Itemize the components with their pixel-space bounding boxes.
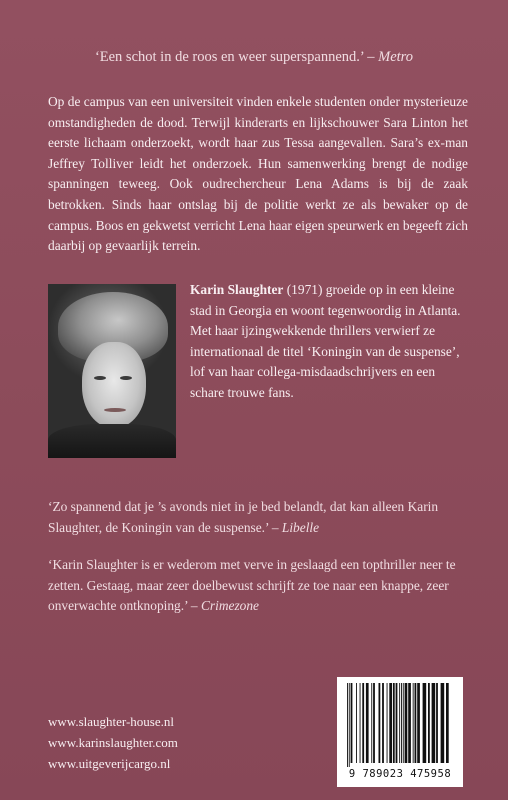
barcode-bar bbox=[393, 683, 395, 763]
barcode-bar bbox=[413, 683, 414, 763]
author-photo-eye-right bbox=[120, 376, 132, 380]
author-bio-text: (1971) groeide op in een kleine stad in Georgia en woont tegenwoordig in Atlanta. Met haar ijzingwekkende thrillers verwierf ze internationaal de titel ‘Koningin van de suspense’, lof van haar collega-misdaadschrijvers en een schare trouwe fans. bbox=[190, 282, 461, 400]
barcode-bar bbox=[403, 683, 404, 763]
review-quote-source: Crimezone bbox=[200, 598, 259, 614]
review-quote-libelle bbox=[48, 497, 472, 538]
barcode-bar bbox=[432, 683, 436, 763]
author-photo-mouth bbox=[104, 408, 126, 412]
review-quote-dash: – bbox=[187, 598, 201, 614]
website-link[interactable]: www.uitgeverijcargo.nl bbox=[48, 756, 171, 771]
author-photo-face bbox=[82, 342, 146, 428]
author-photo bbox=[48, 284, 176, 458]
barcode-icon bbox=[343, 683, 457, 767]
barcode-bar bbox=[401, 683, 402, 763]
barcode-bar bbox=[371, 683, 372, 763]
barcode-bar bbox=[436, 683, 438, 763]
barcode-bar bbox=[408, 683, 411, 763]
barcode-bar bbox=[423, 683, 427, 763]
barcode-bar bbox=[373, 683, 375, 763]
website-list bbox=[48, 711, 178, 774]
review-quote-dash: – bbox=[268, 519, 282, 535]
review-quote-crimezone bbox=[48, 555, 472, 617]
barcode-bar bbox=[382, 683, 384, 763]
author-photo-eye-left bbox=[94, 376, 106, 380]
barcode-bar bbox=[428, 683, 430, 763]
author-name: Karin Slaughter bbox=[190, 282, 284, 297]
review-quote-source: Libelle bbox=[281, 519, 320, 535]
top-quote-source: Metro bbox=[378, 49, 414, 65]
author-photo-shoulders bbox=[48, 424, 176, 458]
author-bio bbox=[190, 280, 466, 404]
synopsis-text: Op de campus van een universiteit vinden enkele studenten onder mysterieuze omstandigheden de dood. Terwijl kinderarts en lijkschouwer Sara Linton het eerste lichaam onderzoekt, wordt haar zus Tessa aangevallen. Sara’s ex-man Jeffrey Tolliver leidt het onderzoek. Hun samenwerking brengt de nodige spanningen teweeg. Ook oudrechercheur Lena Adams is bij de zaak betrokken. Sinds haar ontslag bij de politie werkt ze als bewaker op de campus. Boos en gekwetst verricht Lena haar eigen speurwerk en begeeft zich daarbij op gevaarlijk terrein. bbox=[48, 94, 468, 254]
barcode-bar bbox=[415, 683, 417, 763]
top-review-quote bbox=[0, 49, 508, 66]
website-link[interactable]: www.slaughter-house.nl bbox=[48, 714, 174, 729]
barcode-bar bbox=[356, 683, 357, 763]
review-quote-text: ‘Zo spannend dat je ’s avonds niet in je bed belandt, dat kan alleen Karin Slaughter, de Koningin van de suspense.’ bbox=[48, 499, 439, 535]
barcode-bar bbox=[405, 683, 408, 763]
review-quote-text: ‘Karin Slaughter is er wederom met verve in geslaagd een topthriller neer te zetten. Gestaag, maar zeer doelbewust schrijft ze toe naar een knappe, zeer onverwachte ontknoping.’ bbox=[48, 557, 456, 614]
top-quote-dash: – bbox=[363, 49, 379, 65]
barcode-bar bbox=[399, 683, 400, 763]
barcode-bar bbox=[379, 683, 381, 763]
barcode-bar bbox=[362, 683, 364, 763]
barcode-bar bbox=[360, 683, 361, 763]
isbn-barcode bbox=[337, 677, 463, 787]
barcode-bar bbox=[441, 683, 445, 763]
barcode-bar bbox=[349, 683, 350, 767]
top-quote-text: ‘Een schot in de roos en weer superspannend.’ bbox=[94, 49, 364, 65]
barcode-bar bbox=[347, 683, 348, 767]
website-link[interactable]: www.karinslaughter.com bbox=[48, 735, 178, 750]
barcode-bar bbox=[417, 683, 420, 763]
barcode-bar bbox=[366, 683, 369, 763]
barcode-bar bbox=[396, 683, 398, 763]
barcode-bar bbox=[446, 683, 449, 763]
isbn-number: 9 789023 475958 bbox=[348, 768, 452, 780]
barcode-bar bbox=[389, 683, 392, 763]
barcode-bar bbox=[387, 683, 388, 763]
barcode-bar bbox=[351, 683, 353, 763]
